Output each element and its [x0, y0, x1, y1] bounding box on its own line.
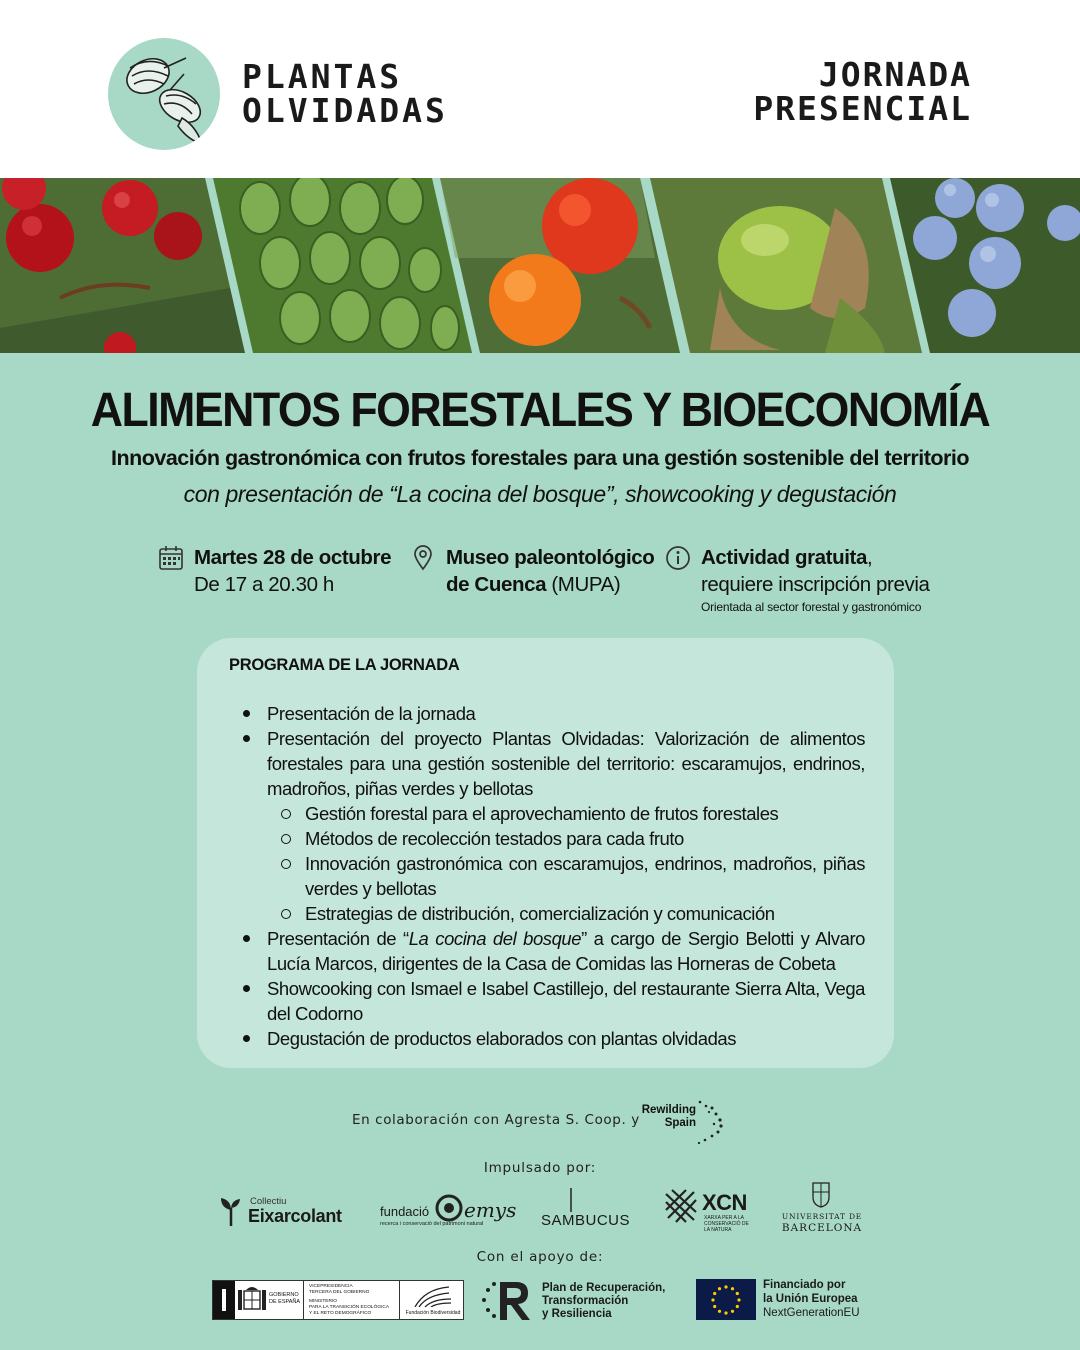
- sprout-icon: [220, 1196, 242, 1226]
- price-comma: ,: [866, 546, 873, 569]
- pinecone-photo: [213, 178, 472, 353]
- supported-by-label: Con el apoyo de:: [476, 1249, 604, 1265]
- emys-word: emys: [464, 1198, 517, 1222]
- xcn-name: XCN: [702, 1190, 747, 1215]
- program-item: Presentación de la jornada: [237, 701, 865, 726]
- book-title: La cocina del bosque: [408, 928, 582, 949]
- calendar-icon: [158, 545, 184, 571]
- registration-note: requiere inscripción previa: [701, 573, 930, 596]
- program-item: [237, 926, 865, 976]
- min-line-1: MINISTERIO: [309, 1299, 337, 1304]
- fundacion-biodiversidad-grass-icon: [413, 1285, 453, 1307]
- venue-line-2: de Cuenca: [446, 573, 547, 596]
- gov-line-1: GOBIERNO: [269, 1292, 299, 1298]
- program-item: Showcooking con Ismael e Isabel Castillejo, del restaurante Sierra Alta, Vega del Codorno: [237, 976, 865, 1026]
- sloe-photo: [890, 178, 1080, 353]
- gov-line-2: DE ESPAÑA: [269, 1299, 301, 1305]
- program-subitem: Gestión forestal para el aprovechamiento de frutos forestales: [237, 801, 865, 826]
- program-item: Presentación del proyecto Plantas Olvidadas: Valorización de alimentos forestales para una gestión sostenible del territorio: escaramujos, endrinos, madroños, piñas verdes y bellotas: [237, 726, 865, 801]
- location-info: [410, 544, 654, 598]
- sambucus-stem-icon: [567, 1188, 575, 1212]
- min-line-2: PARA LA TRANSICIÓN ECOLÓGICA: [309, 1305, 390, 1310]
- eu-flag-icon: [696, 1279, 756, 1320]
- info-icon: [665, 545, 691, 571]
- book-presenters: ” a cargo de Sergio Belotti y Alvaro Lucía Marcos, dirigentes de la Casa de Comidas las Horneras de Cobeta: [267, 928, 865, 974]
- eu-line-1: Financiado por: [763, 1279, 846, 1291]
- venue-line-1: Museo paleontológico: [446, 546, 655, 569]
- price-info: [665, 544, 929, 615]
- fb-label: Fundación Biodiversidad: [405, 1310, 461, 1316]
- event-title: ALIMENTOS FORESTALES Y BIOECONOMÍA: [90, 384, 990, 437]
- date-info: [158, 544, 391, 598]
- eixarcolant-prefix: Collectiu: [250, 1196, 287, 1207]
- spain-word: Spain: [664, 1117, 696, 1129]
- book-intro: Presentación de “: [267, 928, 409, 949]
- location-pin-icon: [410, 545, 436, 571]
- event-time: De 17 a 20.30 h: [194, 573, 334, 596]
- eu-line-2: la Unión Europea: [763, 1293, 858, 1305]
- ub-line-1: UNIVERSITAT DE: [781, 1212, 863, 1221]
- plan-recuperacion-logo: [480, 1278, 680, 1322]
- program-card: [197, 638, 894, 1068]
- madrono-photo: [440, 178, 680, 353]
- acorn-photo: [650, 178, 922, 353]
- min-line-3: Y EL RETO DEMOGRÁFICO: [309, 1311, 372, 1316]
- plan-line-2: Transformación: [542, 1295, 629, 1307]
- eu-line-3: NextGenerationEU: [763, 1307, 860, 1319]
- rewilding-word: Rewilding: [641, 1104, 696, 1116]
- promoted-by-label: Impulsado por:: [483, 1160, 597, 1176]
- brand-line-2: OLVIDADAS: [242, 91, 448, 130]
- bird-flock-icon: [694, 1098, 730, 1146]
- universitat-barcelona-logo: [780, 1182, 864, 1236]
- acorn-logo-icon: [108, 38, 220, 150]
- brand-line-1: PLANTAS: [242, 57, 403, 96]
- xcn-logo: [664, 1188, 754, 1236]
- event-tagline: con presentación de “La cocina del bosque”, showcooking y degustación: [183, 481, 897, 507]
- coat-of-arms-icon: [237, 1285, 267, 1315]
- program-subitem: Estrategias de distribución, comercialización y comunicación: [237, 901, 865, 926]
- emys-tagline: recerca i conservació del patrimoni natural: [380, 1221, 484, 1227]
- rewilding-spain-logo: [632, 1098, 732, 1146]
- emys-turtle-icon: [434, 1194, 464, 1222]
- ub-shield-icon: [812, 1182, 830, 1208]
- program-heading: PROGRAMA DE LA JORNADA: [229, 656, 460, 674]
- event-date: Martes 28 de octubre: [194, 546, 392, 569]
- eixarcolant-logo: [220, 1194, 345, 1228]
- venue-acronym: (MUPA): [546, 573, 621, 596]
- collaboration-text: En colaboración con Agresta S. Coop. y: [352, 1112, 640, 1128]
- xcn-tagline-1: XARXA PER A LA: [704, 1215, 745, 1221]
- vice-line-1: VICEPRESIDENCIA: [309, 1284, 353, 1289]
- program-item: Degustación de productos elaborados con plantas olvidadas: [237, 1026, 865, 1051]
- plan-line-3: y Resiliencia: [542, 1308, 612, 1320]
- program-subitem: Métodos de recolección testados para cada fruto: [237, 826, 865, 851]
- badge-line-2: PRESENCIAL: [753, 89, 972, 128]
- eu-funding-label: [763, 1278, 860, 1320]
- sambucus-name: SAMBUCUS: [541, 1212, 631, 1229]
- header: [0, 0, 1080, 178]
- program-list: [237, 701, 865, 1051]
- recovery-plan-r-icon: [480, 1278, 534, 1322]
- gobierno-espana-logo: [212, 1280, 464, 1320]
- xcn-tagline-2: CONSERVACIÓ DE: [704, 1221, 749, 1227]
- fundacio-emys-logo: [380, 1192, 517, 1228]
- program-subitem: Innovación gastronómica con escaramujos, endrinos, madroños, piñas verdes y bellotas: [237, 851, 865, 901]
- fruit-photo-strip: [0, 178, 1080, 353]
- plan-line-1: Plan de Recuperación,: [542, 1282, 666, 1294]
- badge-line-1: JORNADA: [818, 55, 972, 94]
- eixarcolant-name: Eixarcolant: [248, 1206, 342, 1226]
- fundacio-word: fundació: [380, 1204, 430, 1219]
- xcn-tagline-3: LA NATURA: [704, 1227, 732, 1233]
- audience-note: Orientada al sector forestal y gastronómico: [701, 600, 922, 614]
- rosehip-photo: [0, 178, 245, 353]
- brand-title: [242, 57, 448, 130]
- vice-line-2: TERCERA DEL GOBIERNO: [309, 1290, 370, 1295]
- xcn-net-icon: [664, 1188, 698, 1224]
- price-label: Actividad gratuita: [701, 546, 867, 569]
- ub-line-2: BARCELONA: [781, 1222, 863, 1234]
- sambucus-logo: [541, 1188, 631, 1232]
- event-type-badge: [753, 55, 972, 128]
- flag-stripe: [213, 1281, 235, 1319]
- event-subtitle: Innovación gastronómica con frutos forestales para una gestión sostenible del territorio: [111, 446, 969, 470]
